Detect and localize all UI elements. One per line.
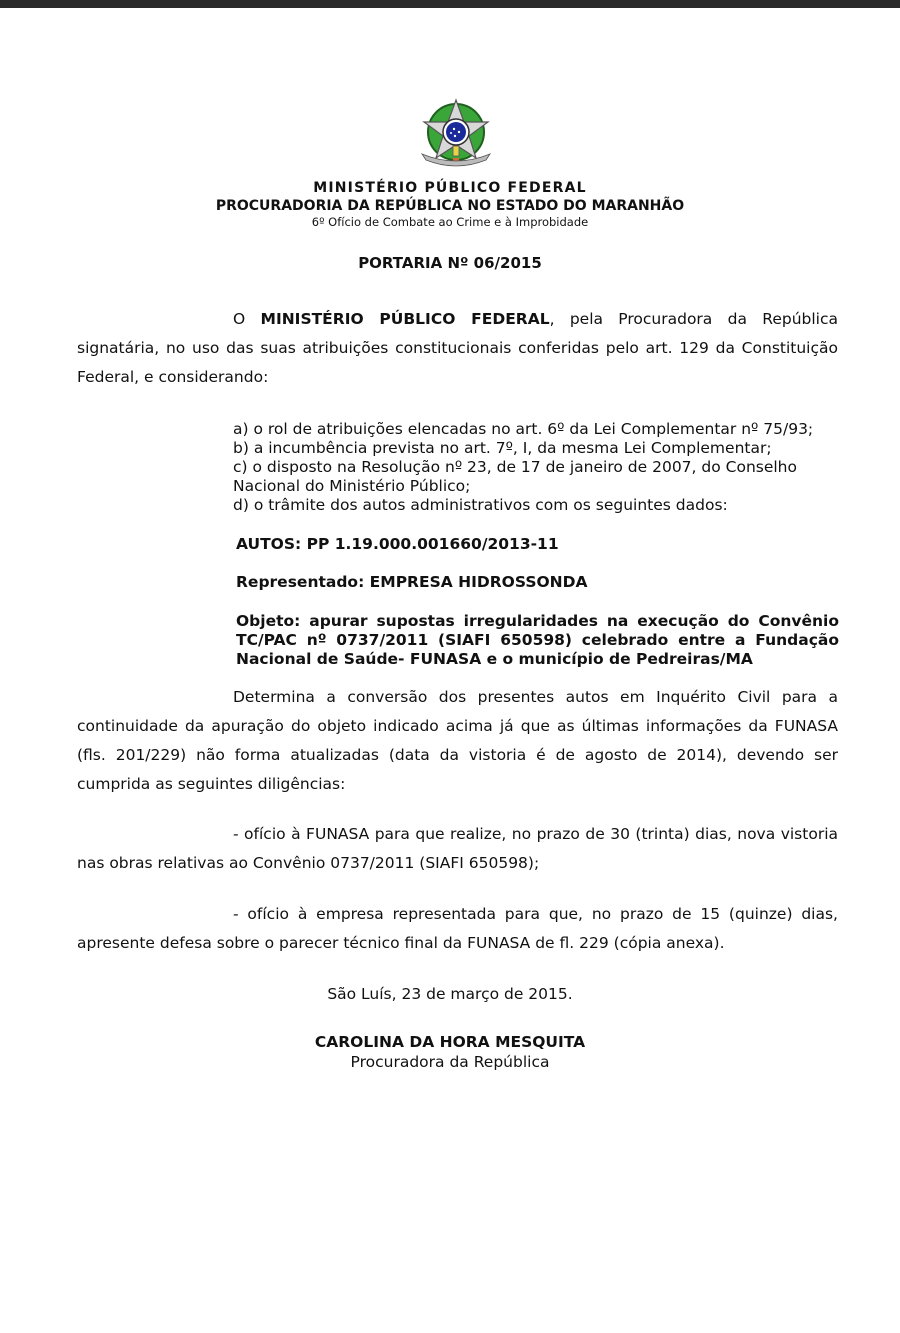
coat-of-arms-seal [414,96,498,172]
diligence-item: - ofício à FUNASA para que realize, no prazo de 30 (trinta) dias, nova vistoria nas obras relativas ao Convênio 0737/2011 (SIAFI 650598); [77,825,838,872]
representado: Representado: EMPRESA HIDROSSONDA [236,573,588,591]
signatory-role: Procuradora da República [350,1053,550,1071]
header-office: 6º Ofício de Combate ao Crime e à Improbidade [311,215,589,229]
header-procuradoria: PROCURADORIA DA REPÚBLICA NO ESTADO DO MARANHÃO [215,198,685,214]
consideration-item: d) o trâmite dos autos administrativos com os seguintes dados: [233,496,728,514]
intro-pre: O [233,310,261,328]
considerations-list [233,420,843,515]
consideration-item: a) o rol de atribuições elencadas no art. 6º da Lei Complementar nº 75/93; [233,420,814,438]
consideration-item: c) o disposto na Resolução nº 23, de 17 de janeiro de 2007, do Conselho Nacional do Ministério Público; [233,458,797,495]
intro-bold: MINISTÉRIO PÚBLICO FEDERAL [260,310,550,328]
signatory-name: CAROLINA DA HORA MESQUITA [314,1033,586,1051]
intro-paragraph [77,305,838,392]
objeto: Objeto: apurar supostas irregularidades na execução do Convênio TC/PAC nº 0737/2011 (SIAFI 650598) celebrado entre a Fundação Nacional de Saúde- FUNASA e o município de Pedreiras/MA [236,612,839,668]
header-ministry: MINISTÉRIO PÚBLICO FEDERAL [313,180,587,196]
autos-number: AUTOS: PP 1.19.000.001660/2013-11 [236,535,559,553]
date-place: São Luís, 23 de março de 2015. [327,985,573,1003]
top-bar [0,0,900,8]
document-title: PORTARIA Nº 06/2015 [358,254,542,272]
determination-paragraph: Determina a conversão dos presentes autos em Inquérito Civil para a continuidade da apuração do objeto indicado acima já que as últimas informações da FUNASA (fls. 201/229) não forma atualizadas (data da vistoria é de agosto de 2014), devendo ser cumprida as seguintes diligências: [77,688,838,793]
diligence-item: - ofício à empresa representada para que, no prazo de 15 (quinze) dias, apresente defesa sobre o parecer técnico final da FUNASA de fl. 229 (cópia anexa). [77,905,838,952]
consideration-item: b) a incumbência prevista no art. 7º, I, da mesma Lei Complementar; [233,439,772,457]
intro-post: , pela Procuradora da República signatária, no uso das suas atribuições constitucionais conferidas pelo art. 129 da Constituição Federal, e considerando: [77,310,838,386]
